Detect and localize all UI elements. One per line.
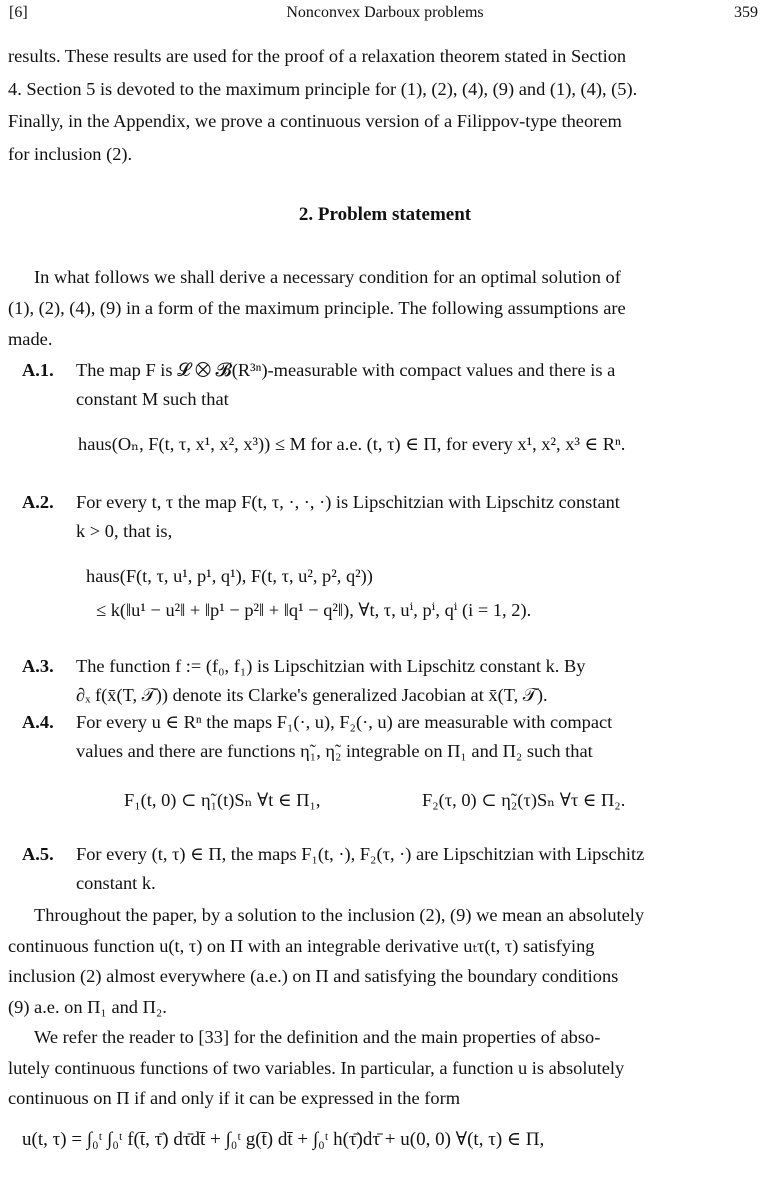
assumption-line: The function f := (f₀, f₁) is Lipschitzian with Lipschitz constant k. By: [76, 656, 586, 676]
assumption-line: For every (t, τ) ∈ Π, the maps F₁(t, ·), F₂(τ, ·) are Lipschitzian with Lipschitz: [76, 844, 645, 864]
assumption-line: constant k.: [76, 873, 156, 893]
paragraph-line: continuous function u(t, τ) on Π with an integrable derivative uₜτ(t, τ) satisfying: [8, 935, 595, 956]
equation-lipschitz-line1: haus(F(t, τ, u¹, p¹, q¹), F(t, τ, u², p², q²)): [86, 566, 373, 586]
assumption-label: A.2.: [22, 492, 54, 512]
reference-paragraph: [8, 1022, 762, 1114]
equation-growth-f2: F₂(τ, 0) ⊂ η̃₂(τ)Sₙ ∀τ ∈ Π₂.: [422, 790, 626, 810]
assumption-line: For every t, τ the map F(t, τ, ·, ·, ·) is Lipschitzian with Lipschitz constant: [76, 492, 620, 512]
equation-growth-f1: F₁(t, 0) ⊂ η̃₁(t)Sₙ ∀t ∈ Π₁,: [124, 790, 321, 810]
page-number: 359: [734, 4, 758, 21]
paragraph-line: lutely continuous functions of two variables. In particular, a function u is absolutely: [8, 1057, 625, 1078]
assumption-a3: [22, 652, 764, 710]
intro-line: for inclusion (2).: [8, 143, 133, 164]
paragraph-line: Throughout the paper, by a solution to the inclusion (2), (9) we mean an absolutely: [34, 905, 645, 925]
assumption-a2: [22, 488, 764, 546]
intro-line: Finally, in the Appendix, we prove a continuous version of a Filippov-type theorem: [8, 111, 622, 131]
section-heading: 2. Problem statement: [298, 204, 472, 225]
equation-haus-bound: haus(Oₙ, F(t, τ, x¹, x², x³)) ≤ M for a.e. (t, τ) ∈ Π, for every x¹, x², x³ ∈ Rⁿ.: [78, 434, 626, 454]
assumption-a1: [22, 356, 764, 414]
assumption-label: A.3.: [22, 656, 54, 676]
assumption-line: k > 0, that is,: [76, 521, 173, 541]
paragraph-line: continuous on Π if and only if it can be expressed in the form: [8, 1088, 460, 1108]
statement-line: made.: [8, 329, 53, 349]
statement-line: In what follows we shall derive a necessary condition for an optimal solution of: [34, 267, 621, 287]
assumption-a4: [22, 708, 764, 766]
statement-paragraph: [8, 262, 762, 355]
solution-definition-paragraph: [8, 900, 762, 1022]
assumption-line: values and there are functions η̃₁, η̃₂ integrable on Π₁ and Π₂ such that: [76, 741, 593, 761]
paragraph-line: We refer the reader to [33] for the definition and the main properties of abso-: [34, 1027, 601, 1047]
intro-line: results. These results are used for the proof of a relaxation theorem stated in Section: [8, 46, 627, 66]
assumption-label: A.5.: [22, 844, 54, 864]
equation-absolute-continuity: u(t, τ) = ∫₀ᵗ ∫₀ᵗ f(t̄, τ̄) dτ̄dt̄ + ∫₀ᵗ g(t̄) dt̄ + ∫₀ᵗ h(τ̄)dτ̄ + u(0, 0) ∀(t, τ) ∈ Π,: [22, 1129, 545, 1150]
paragraph-line: inclusion (2) almost everywhere (a.e.) on Π and satisfying the boundary conditions: [8, 966, 619, 986]
paragraph-line: (9) a.e. on Π₁ and Π₂.: [8, 996, 167, 1017]
assumption-a5: [22, 840, 764, 898]
statement-line: (1), (2), (4), (9) in a form of the maximum principle. The following assumptions are: [8, 298, 626, 318]
assumption-line: The map F is 𝓛 ⨂ 𝓑(R³ⁿ)-measurable with compact values and there is a: [76, 360, 616, 380]
assumption-line: ∂ₓ f(x̄(T, 𝒯)) denote its Clarke's generalized Jacobian at x̄(T, 𝒯).: [76, 685, 548, 705]
intro-paragraph: [8, 40, 762, 170]
assumption-line: For every u ∈ Rⁿ the maps F₁(·, u), F₂(·, u) are measurable with compact: [76, 712, 613, 732]
assumption-line: constant M such that: [76, 389, 229, 409]
assumption-label: A.1.: [22, 360, 54, 380]
intro-line: 4. Section 5 is devoted to the maximum principle for (1), (2), (4), (9) and (1), (4), (5).: [8, 78, 638, 99]
equation-lipschitz-line2: ≤ k(‖u¹ − u²‖ + ‖p¹ − p²‖ + ‖q¹ − q²‖), ∀t, τ, uⁱ, pⁱ, qⁱ (i = 1, 2).: [96, 600, 532, 620]
page-section-number: [6]: [9, 4, 28, 21]
assumption-label: A.4.: [22, 712, 54, 732]
running-title: Nonconvex Darboux problems: [286, 4, 484, 21]
